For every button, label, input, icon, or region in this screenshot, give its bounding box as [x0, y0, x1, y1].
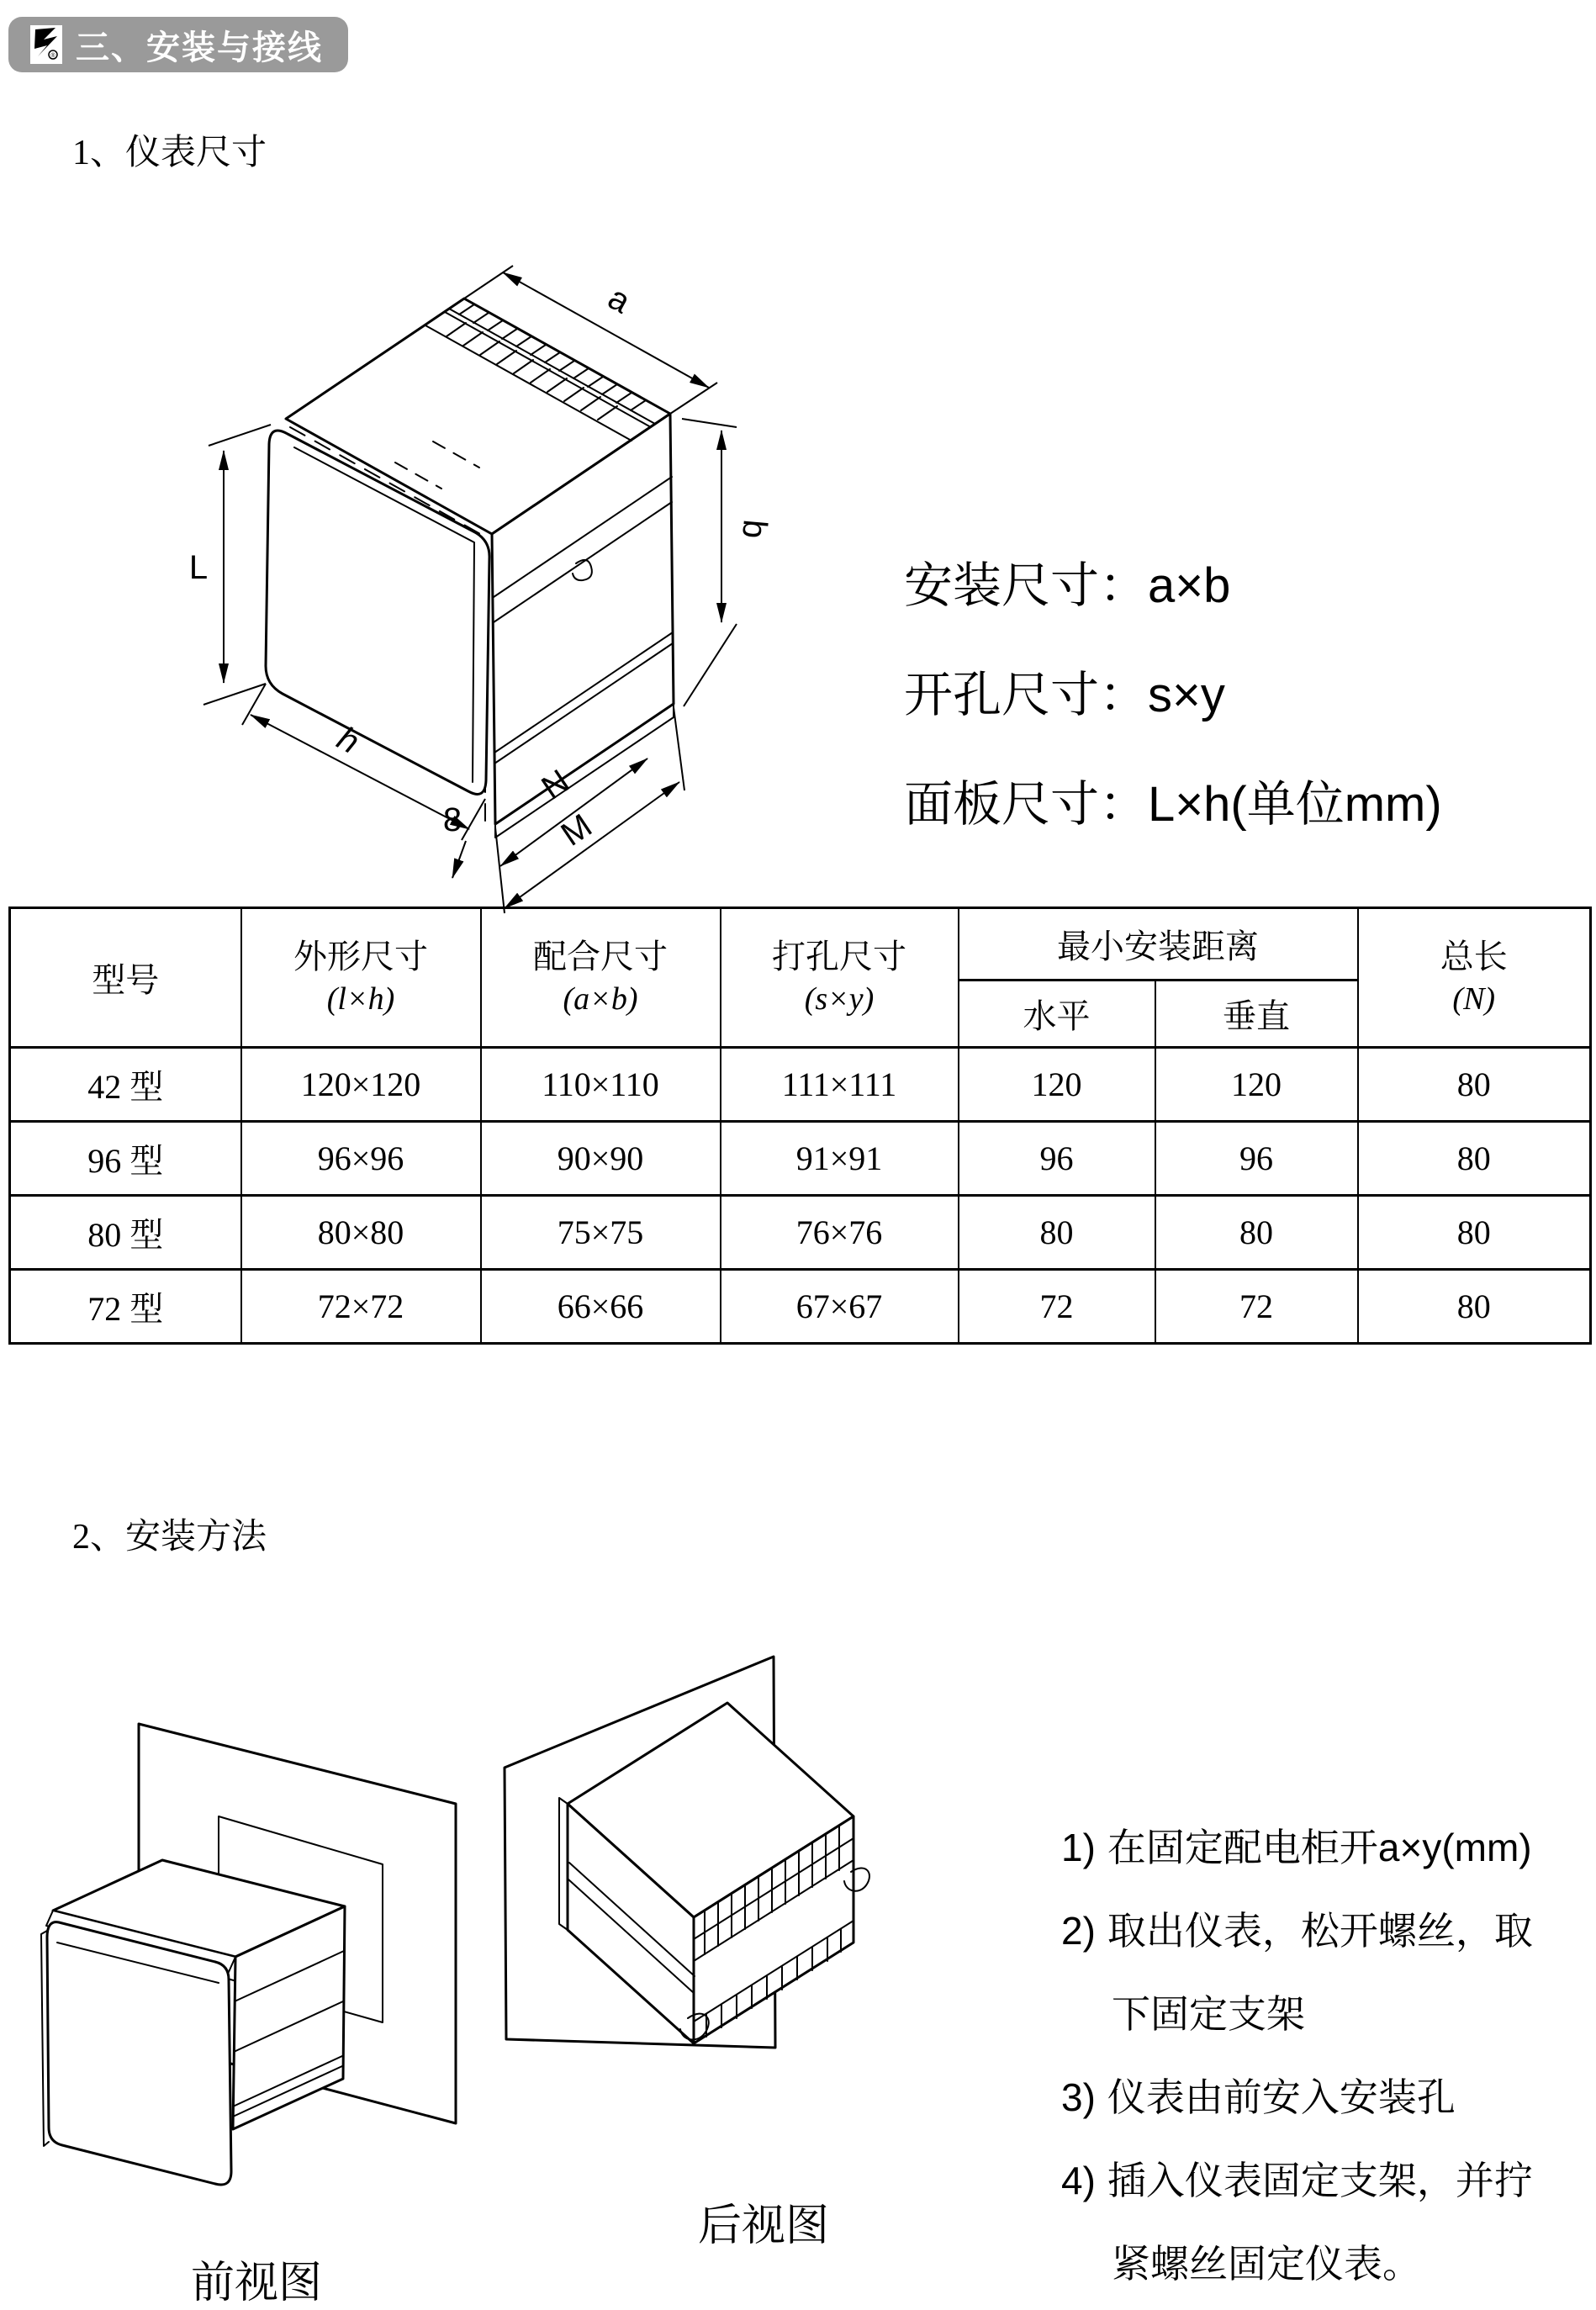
table-row: [10, 1048, 1591, 1122]
step-text: 插入仪表固定支架，并拧: [1107, 2159, 1533, 2202]
step-number: 3): [1061, 2075, 1096, 2119]
step-number: 1): [1061, 1826, 1096, 1869]
front-view-label: 前视图: [190, 2259, 322, 2307]
table-cell: 120: [1155, 1048, 1358, 1122]
col-header-total: 总长 (N): [1358, 908, 1591, 1048]
col-header-horizontal: 水平: [959, 981, 1155, 1048]
logo-registered-mark: ®: [50, 53, 55, 59]
col-header-fit: 配合尺寸 (a×b): [481, 908, 721, 1048]
mounting-size-line: 安装尺寸：a×b: [904, 558, 1231, 613]
table-cell: 120: [959, 1048, 1155, 1122]
step-text: 在固定配电柜开a×y(mm): [1107, 1826, 1532, 1869]
table-cell: 96 型: [10, 1122, 241, 1196]
dimension-spec-table: [8, 907, 1592, 1345]
dim-label-M: M: [554, 806, 599, 854]
table-cell: 111×111: [721, 1048, 959, 1122]
table-cell: 42 型: [10, 1048, 241, 1122]
table-cell: 120×120: [241, 1048, 481, 1122]
dim-label-a: a: [601, 278, 637, 321]
table-cell: 96×96: [241, 1122, 481, 1196]
step-text: 取出仪表，松开螺丝，取: [1107, 1909, 1533, 1953]
instrument-bezel: [47, 1922, 231, 2185]
table-cell: 80×80: [241, 1196, 481, 1270]
step-text: 紧螺丝固定仪表。: [1112, 2242, 1421, 2286]
table-row: [10, 1122, 1591, 1196]
table-cell: 75×75: [481, 1196, 721, 1270]
dim-label-8: 8: [442, 801, 462, 838]
rear-view-label: 后视图: [697, 2202, 829, 2250]
install-step-line: [1061, 1973, 1533, 2056]
col-header-hole: 打孔尺寸 (s×y): [721, 908, 959, 1048]
section-header-bar: [8, 17, 348, 72]
table-cell: 80: [959, 1196, 1155, 1270]
step-number: 2): [1061, 1909, 1096, 1953]
section2-title: 2、安装方法: [72, 1518, 267, 1557]
panel-size-line: 面板尺寸：L×h(单位mm): [904, 777, 1442, 832]
table-cell: 110×110: [481, 1048, 721, 1122]
table-cell: 72: [959, 1270, 1155, 1344]
col-header-outline: 外形尺寸 (l×h): [241, 908, 481, 1048]
table-cell: 67×67: [721, 1270, 959, 1344]
table-cell: 80: [1155, 1196, 1358, 1270]
step-text: 仪表由前安入安装孔: [1107, 2075, 1456, 2119]
table-cell: 90×90: [481, 1122, 721, 1196]
dimension-b: [682, 419, 774, 706]
rear-view-drawing: [488, 1623, 1026, 2212]
brand-logo-glyph: [32, 27, 61, 62]
table-cell: 72: [1155, 1270, 1358, 1344]
col-header-min-distance: 最小安装距离: [959, 908, 1358, 981]
table-cell: 80: [1358, 1122, 1591, 1196]
dim-label-L: L: [188, 549, 209, 586]
dimension-info: [904, 531, 1442, 859]
col-header-vertical: 垂直: [1155, 981, 1358, 1048]
cutout-size-line: 开孔尺寸：s×y: [904, 668, 1225, 722]
table-row: [10, 1196, 1591, 1270]
page-title: 三、安装与接线: [76, 29, 323, 66]
table-cell: 96: [959, 1122, 1155, 1196]
table-cell: 91×91: [721, 1122, 959, 1196]
install-step-line: [1061, 1890, 1533, 1973]
table-cell: 66×66: [481, 1270, 721, 1344]
install-step-line: [1061, 2139, 1533, 2223]
install-steps: [1061, 1806, 1533, 2306]
dim-label-h: h: [330, 719, 366, 762]
table-cell: 80: [1358, 1270, 1591, 1344]
table-cell: 80: [1358, 1196, 1591, 1270]
install-step-line: [1061, 2056, 1533, 2139]
dimension-L: [189, 425, 271, 705]
instrument-3d-drawing: [118, 202, 774, 925]
table-cell: 80 型: [10, 1196, 241, 1270]
dim-label-N: N: [535, 762, 577, 807]
install-step-line: [1061, 1806, 1533, 1890]
spec-table-body: [10, 1048, 1591, 1344]
step-number: 4): [1061, 2159, 1096, 2202]
install-step-line: [1061, 2223, 1533, 2306]
front-view-drawing: [17, 1673, 488, 2245]
table-cell: 72×72: [241, 1270, 481, 1344]
step-text: 下固定支架: [1112, 1992, 1305, 2036]
brand-logo-icon: [30, 25, 62, 64]
table-cell: 76×76: [721, 1196, 959, 1270]
section1-title: 1、仪表尺寸: [72, 134, 267, 172]
dim-label-b: b: [735, 518, 774, 541]
table-cell: 80: [1358, 1048, 1591, 1122]
table-cell: 72 型: [10, 1270, 241, 1344]
col-header-model: 型号: [10, 908, 241, 1048]
table-row: [10, 1270, 1591, 1344]
table-cell: 96: [1155, 1122, 1358, 1196]
